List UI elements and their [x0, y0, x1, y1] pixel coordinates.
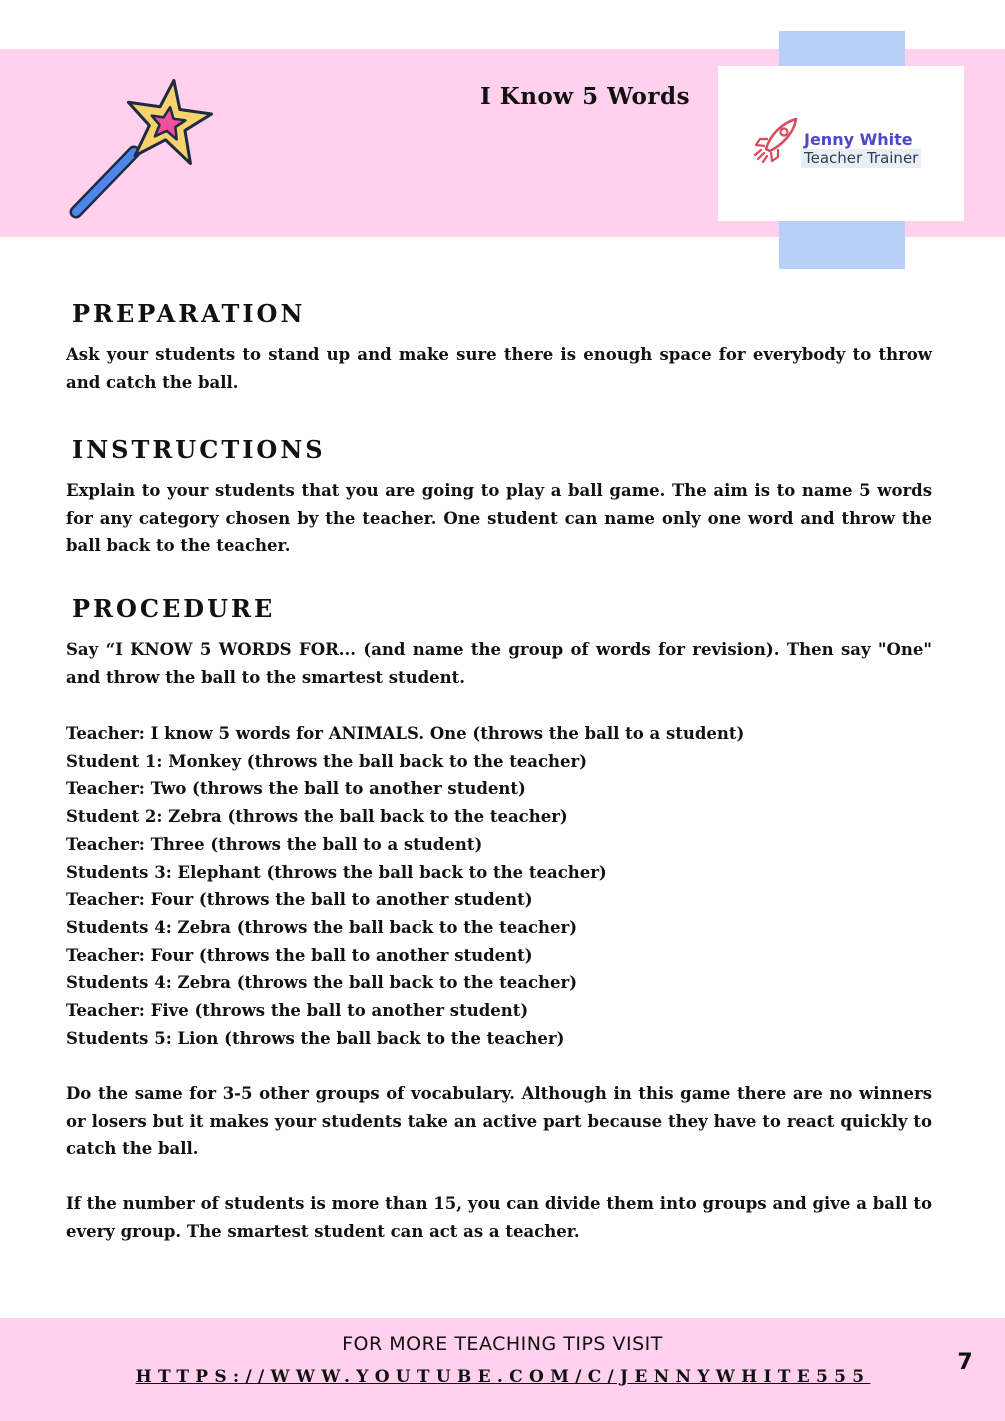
- page-title: I Know 5 Words: [479, 83, 691, 111]
- dialogue-line: Students 4: Zebra (throws the ball back to the teacher): [66, 973, 578, 993]
- magic-wand-icon: [62, 70, 224, 226]
- logo-card: [718, 66, 964, 221]
- dialogue-line: Teacher: I know 5 words for ANIMALS. One (throws the ball to a student): [66, 724, 745, 743]
- dialogue-line: Teacher: Five (throws the ball to another student): [66, 1001, 529, 1021]
- preparation-text: Ask your students to stand up and make sure there is enough space for everybody to throw and catch the ball.: [66, 345, 932, 392]
- follow-up-text: Do the same for 3-5 other groups of vocabulary. Although in this game there are no winners or losers but it makes your students take an active part because they have to react quickly to catch the ball.: [66, 1084, 932, 1158]
- dialogue-line: Student 1: Monkey (throws the ball back to the teacher): [66, 751, 588, 771]
- dialogue-line: Teacher: Two (throws the ball to another student): [66, 779, 526, 799]
- dialogue-line: Students 4: Zebra (throws the ball back to the teacher): [66, 917, 578, 937]
- dialogue-line: Students 5: Lion (throws the ball back to the teacher): [66, 1028, 565, 1048]
- preparation-heading: PREPARATION: [72, 299, 306, 328]
- logo-subtitle: Teacher Trainer: [801, 149, 921, 168]
- instructions-heading: INSTRUCTIONS: [72, 435, 326, 464]
- logo-name: Jenny White: [804, 130, 913, 149]
- youtube-channel-link[interactable]: HTTPS://WWW.YOUTUBE.COM/C/JENNYWHITE555: [135, 1367, 871, 1387]
- large-groups-text: If the number of students is more than 15, you can divide them into groups and give a ball to every group. The smartest student can act as a teacher.: [66, 1194, 932, 1241]
- dialogue-list: [66, 720, 932, 1052]
- dialogue-line: Teacher: Three (throws the ball to a student): [66, 834, 483, 854]
- procedure-heading: PROCEDURE: [72, 594, 276, 623]
- page-number: 7: [957, 1350, 973, 1375]
- dialogue-line: Teacher: Four (throws the ball to another student): [66, 890, 533, 910]
- rocket-icon: [752, 115, 802, 165]
- procedure-intro: Say “I KNOW 5 WORDS FOR... (and name the group of words for revision). Then say "One" and throw the ball to the smartest student.: [66, 640, 932, 687]
- dialogue-line: Students 3: Elephant (throws the ball back to the teacher): [66, 862, 607, 882]
- dialogue-line: Teacher: Four (throws the ball to another student): [66, 945, 533, 965]
- footer-cta: FOR MORE TEACHING TIPS VISIT: [342, 1333, 663, 1355]
- dialogue-line: Student 2: Zebra (throws the ball back to the teacher): [66, 807, 568, 827]
- instructions-text: Explain to your students that you are going to play a ball game. The aim is to name 5 words for any category chosen by the teacher. One student can name only one word and throw the ball back to the teacher.: [66, 481, 932, 555]
